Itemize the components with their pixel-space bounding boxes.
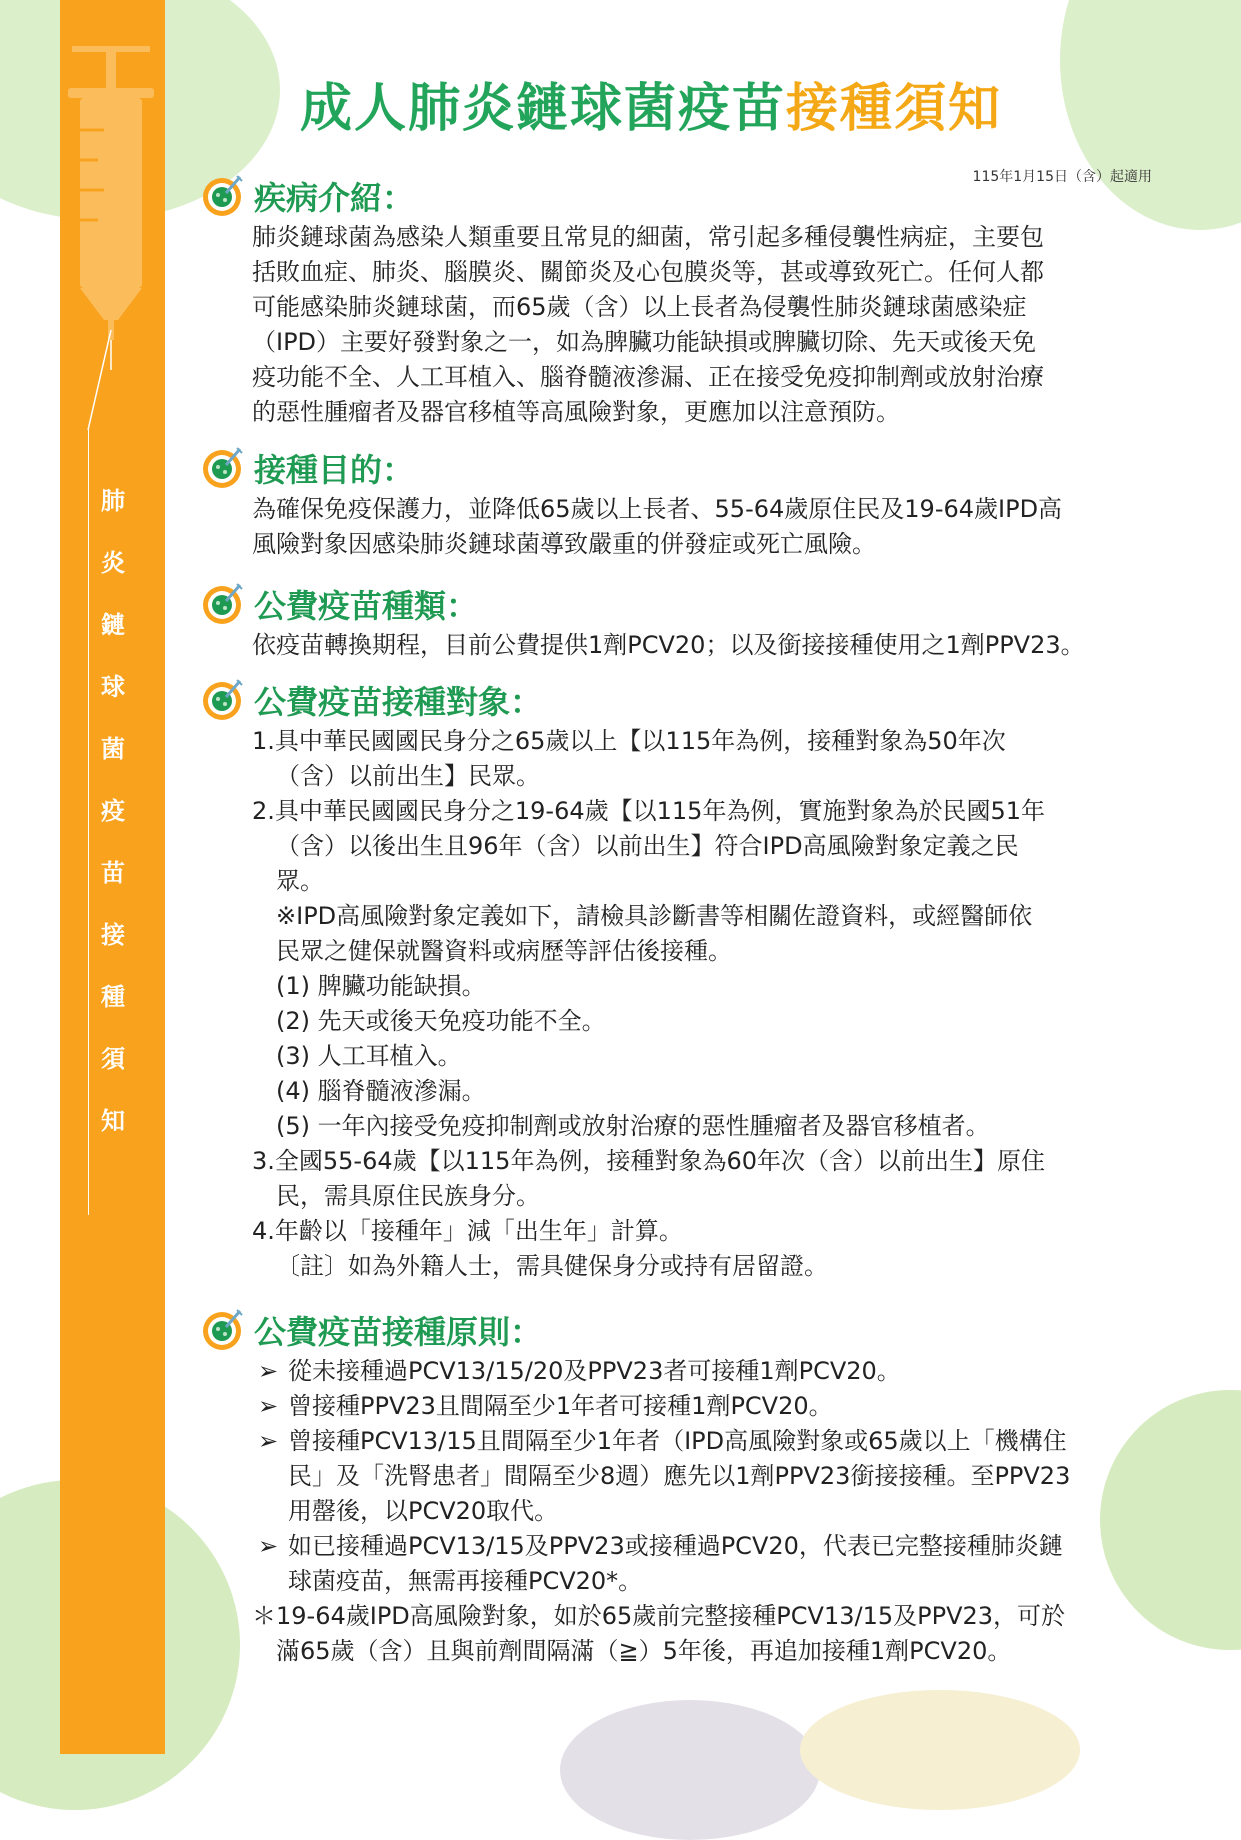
text-line: 2.具中華民國國民身分之19-64歲【以115年為例，實施對象為於民國51年 bbox=[252, 797, 1045, 825]
section-types bbox=[200, 580, 1155, 663]
text-line: 民」及「洗腎患者」間隔至少8週）應先以1劑PPV23銜接接種。至PPV23 bbox=[288, 1462, 1071, 1490]
text-line: 民，需具原住民族身分。 bbox=[276, 1182, 540, 1210]
text-line: 依疫苗轉換期程，目前公費提供1劑PCV20；以及銜接接種使用之1劑PPV23。 bbox=[252, 631, 1085, 659]
text-line: 4.年齡以「接種年」減「出生年」計算。 bbox=[252, 1217, 683, 1245]
vaccine-icon bbox=[200, 1308, 244, 1352]
section-title: 疾病介紹： bbox=[254, 179, 415, 217]
list-item bbox=[258, 1529, 1152, 1599]
text-line: 滿65歲（含）且與前劑間隔滿（≧）5年後，再追加接種1劑PCV20。 bbox=[276, 1637, 1012, 1665]
section-title: 接種目的： bbox=[254, 451, 415, 489]
section-title: 公費疫苗接種原則： bbox=[254, 1313, 543, 1351]
section-body bbox=[200, 724, 1155, 1284]
page-title-green: 成人肺炎鏈球菌疫苗 bbox=[300, 79, 787, 139]
text-line: 為確保免疫保護力，並降低65歲以上長者、55-64歲原住民及19-64歲IPD高 bbox=[252, 495, 1063, 523]
text-line: (3) 人工耳植入。 bbox=[276, 1042, 462, 1070]
list-item bbox=[258, 1424, 1152, 1529]
sidebar-char: 知 bbox=[101, 1107, 125, 1135]
sidebar-char: 炎 bbox=[101, 549, 125, 577]
text-line: ＊19-64歲IPD高風險對象，如於65歲前完整接種PCV13/15及PPV23，可於 bbox=[252, 1602, 1066, 1630]
text-line: 1.具中華民國國民身分之65歲以上【以115年為例，接種對象為50年次 bbox=[252, 727, 1006, 755]
section-principles bbox=[200, 1306, 1155, 1669]
bg-blob-bottom-yellow bbox=[800, 1690, 1080, 1810]
section-body bbox=[252, 492, 1152, 562]
text-line: ※IPD高風險對象定義如下，請檢具診斷書等相關佐證資料，或經醫師依 bbox=[276, 902, 1033, 930]
sidebar-char: 種 bbox=[101, 983, 125, 1011]
sidebar-char: 肺 bbox=[101, 487, 125, 515]
text-line: 風險對象因感染肺炎鏈球菌導致嚴重的併發症或死亡風險。 bbox=[252, 530, 876, 558]
vaccine-icon bbox=[200, 174, 244, 218]
section-body bbox=[252, 628, 1152, 663]
text-line: 用罄後，以PCV20取代。 bbox=[288, 1497, 559, 1525]
sidebar-char: 須 bbox=[101, 1045, 125, 1073]
text-line: 3.全國55-64歲【以115年為例，接種對象為60年次（含）以前出生】原住 bbox=[252, 1147, 1045, 1175]
text-line: （含）以前出生】民眾。 bbox=[276, 762, 540, 790]
text-line: 從未接種過PCV13/15/20及PPV23者可接種1劑PCV20。 bbox=[288, 1357, 901, 1385]
text-line: 肺炎鏈球菌為感染人類重要且常見的細菌，常引起多種侵襲性病症，主要包 bbox=[252, 223, 1044, 251]
text-line: 曾接種PPV23且間隔至少1年者可接種1劑PCV20。 bbox=[288, 1392, 833, 1420]
sidebar-char: 疫 bbox=[101, 797, 125, 825]
text-line: 疫功能不全、人工耳植入、腦脊髓液滲漏、正在接受免疫抑制劑或放射治療 bbox=[252, 363, 1044, 391]
section-disease bbox=[200, 172, 1155, 430]
syringe-icon bbox=[60, 40, 165, 370]
page-title bbox=[300, 66, 1100, 141]
text-line: 括敗血症、肺炎、腦膜炎、關節炎及心包膜炎等，甚或導致死亡。任何人都 bbox=[252, 258, 1044, 286]
sidebar-vertical-title bbox=[92, 470, 134, 1152]
text-line: 的惡性腫瘤者及器官移植等高風險對象，更應加以注意預防。 bbox=[252, 398, 900, 426]
section-purpose bbox=[200, 444, 1155, 562]
arrow-marker-icon: ➢ bbox=[258, 1427, 279, 1455]
list-item bbox=[258, 1354, 1152, 1389]
footnote bbox=[252, 1599, 1152, 1669]
sidebar-char: 鏈 bbox=[101, 611, 125, 639]
arrow-marker-icon: ➢ bbox=[258, 1357, 279, 1385]
text-line: （含）以後出生且96年（含）以前出生】符合IPD高風險對象定義之民 bbox=[276, 832, 1019, 860]
text-line: 曾接種PCV13/15且間隔至少1年者（IPD高風險對象或65歲以上「機構住 bbox=[288, 1427, 1067, 1455]
section-body bbox=[252, 220, 1152, 430]
text-line: 〔註〕如為外籍人士，需具健保身分或持有居留證。 bbox=[276, 1252, 828, 1280]
text-line: (2) 先天或後天免疫功能不全。 bbox=[276, 1007, 606, 1035]
vaccine-icon bbox=[200, 446, 244, 490]
section-title: 公費疫苗種類： bbox=[254, 587, 479, 625]
text-line: (1) 脾臟功能缺損。 bbox=[276, 972, 486, 1000]
arrow-marker-icon: ➢ bbox=[258, 1392, 279, 1420]
text-line: （IPD）主要好發對象之一，如為脾臟功能缺損或脾臟切除、先天或後天免 bbox=[252, 328, 1037, 356]
section-body bbox=[200, 1354, 1155, 1599]
section-title: 公費疫苗接種對象： bbox=[254, 683, 543, 721]
text-line: 民眾之健保就醫資料或病歷等評估後接種。 bbox=[276, 937, 732, 965]
sidebar-char: 接 bbox=[101, 921, 125, 949]
list-item bbox=[258, 1389, 1152, 1424]
vaccine-icon bbox=[200, 582, 244, 626]
section-targets bbox=[200, 676, 1155, 1284]
text-line: 眾。 bbox=[276, 867, 324, 895]
sidebar-char: 菌 bbox=[101, 735, 125, 763]
text-line: 可能感染肺炎鏈球菌，而65歲（含）以上長者為侵襲性肺炎鏈球菌感染症 bbox=[252, 293, 1027, 321]
sidebar-char: 苗 bbox=[101, 859, 125, 887]
sidebar-divider bbox=[88, 430, 89, 1215]
arrow-marker-icon: ➢ bbox=[258, 1532, 279, 1560]
bg-blob-bottom-grey bbox=[560, 1700, 820, 1840]
text-line: (5) 一年內接受免疫抑制劑或放射治療的惡性腫瘤者及器官移植者。 bbox=[276, 1112, 990, 1140]
effective-date: 115年1月15日（含）起適用 bbox=[972, 169, 1152, 185]
page-title-orange: 接種須知 bbox=[786, 79, 1003, 139]
text-line: 球菌疫苗，無需再接種PCV20*。 bbox=[288, 1567, 643, 1595]
syringe-needle-line bbox=[60, 330, 165, 440]
vaccine-icon bbox=[200, 678, 244, 722]
text-line: 如已接種過PCV13/15及PPV23或接種過PCV20，代表已完整接種肺炎鏈 bbox=[288, 1532, 1063, 1560]
text-line: (4) 腦脊髓液滲漏。 bbox=[276, 1077, 486, 1105]
sidebar-char: 球 bbox=[101, 673, 125, 701]
